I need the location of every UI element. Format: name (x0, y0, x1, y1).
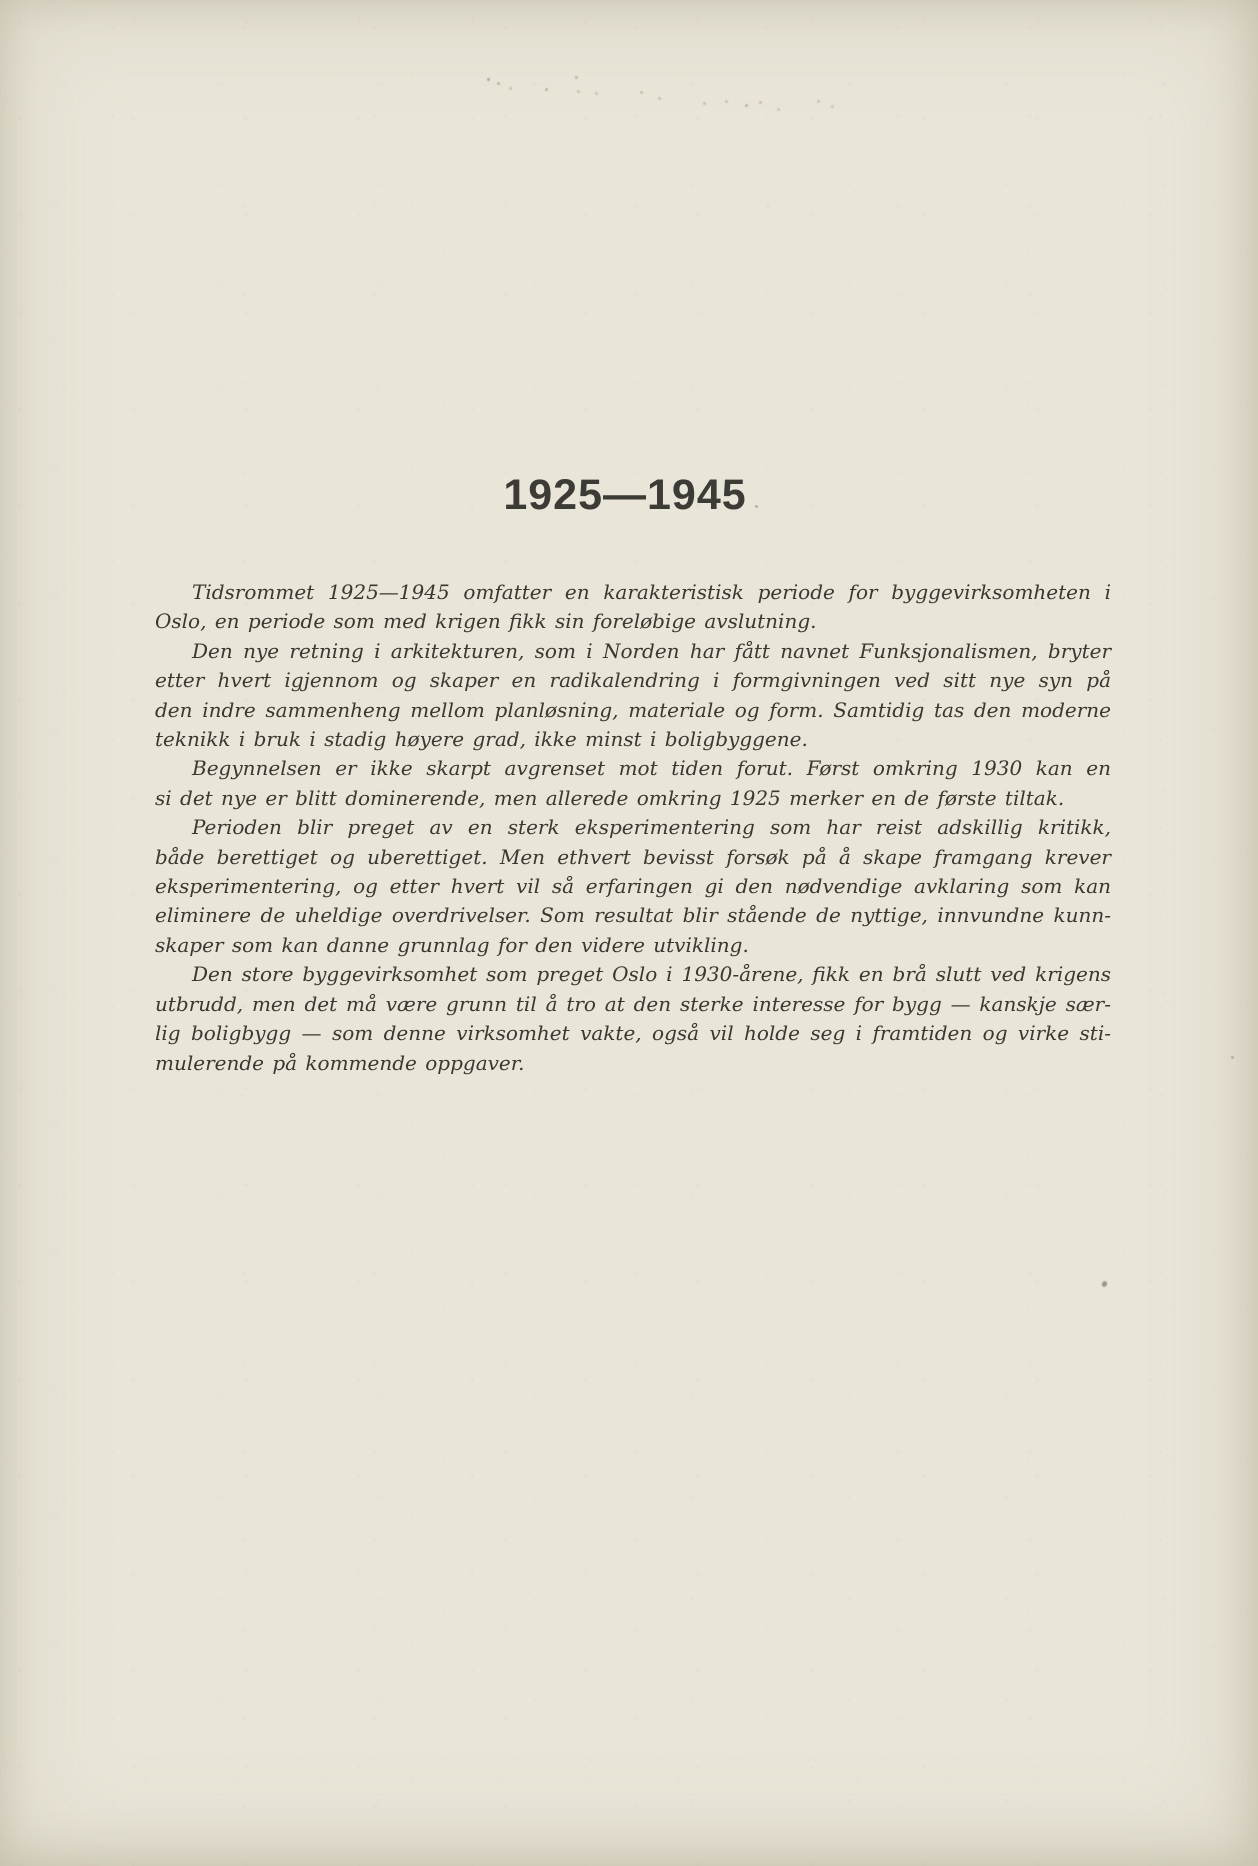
text-line: både berettiget og uberettiget. Men ethvert bevisst forsøk på å skape framgang krever (155, 844, 1111, 869)
text-line: Den store byggevirksomhet som preget Oslo i 1930-årene, fikk en brå slutt ved krigens (192, 962, 1111, 987)
text-line: teknikk i bruk i stadig høyere grad, ikke minst i boligbyggene. (155, 727, 808, 752)
scan-speck (1231, 1056, 1234, 1059)
text-line: eliminere de uheldige overdrivelser. Som resultat blir stående de nyttige, innvundne kunn- (155, 903, 1111, 928)
text-line: Tidsrommet 1925—1945 omfatter en karakteristisk periode for byggevirksomheten i (192, 580, 1111, 604)
text-line: den indre sammenheng mellom planløsning, materiale og form. Samtidig tas den moderne (155, 697, 1111, 722)
text-line: Den nye retning i arkitekturen, som i Norden har fått navnet Funksjonalismen, bryter (192, 638, 1111, 663)
text-line: skaper som kan danne grunnlag for den videre utvikling. (155, 932, 749, 957)
page-title: 1925—1945 (503, 471, 747, 519)
text-line: lig boligbygg — som denne virksomhet vakte, også vil holde seg i framtiden og virke sti- (155, 1021, 1111, 1046)
text-line: etter hvert igjennom og skaper en radikalendring i formgivningen ved sitt nye syn på (155, 668, 1111, 693)
text-line: Perioden blir preget av en sterk eksperimentering som har reist adskillig kritikk, (192, 815, 1111, 840)
text-line: mulerende på kommende oppgaver. (155, 1050, 525, 1075)
text-block (155, 578, 1111, 1078)
text-line: Oslo, en periode som med krigen fikk sin foreløbige avslutning. (155, 609, 817, 634)
scan-smudge (487, 78, 490, 81)
text-line: Begynnelsen er ikke skarpt avgrenset mot tiden forut. Først omkring 1930 kan en (192, 756, 1111, 781)
text-line: si det nye er blitt dominerende, men allerede omkring 1925 merker en de første tiltak. (155, 785, 1065, 810)
text-line: utbrudd, men det må være grunn til å tro at den sterke interesse for bygg — kanskje sær- (155, 991, 1111, 1016)
scan-speck (1101, 1280, 1108, 1288)
scan-speck (755, 505, 758, 508)
text-line: eksperimentering, og etter hvert vil så erfaringen gi den nødvendige avklaring som kan (155, 874, 1111, 899)
